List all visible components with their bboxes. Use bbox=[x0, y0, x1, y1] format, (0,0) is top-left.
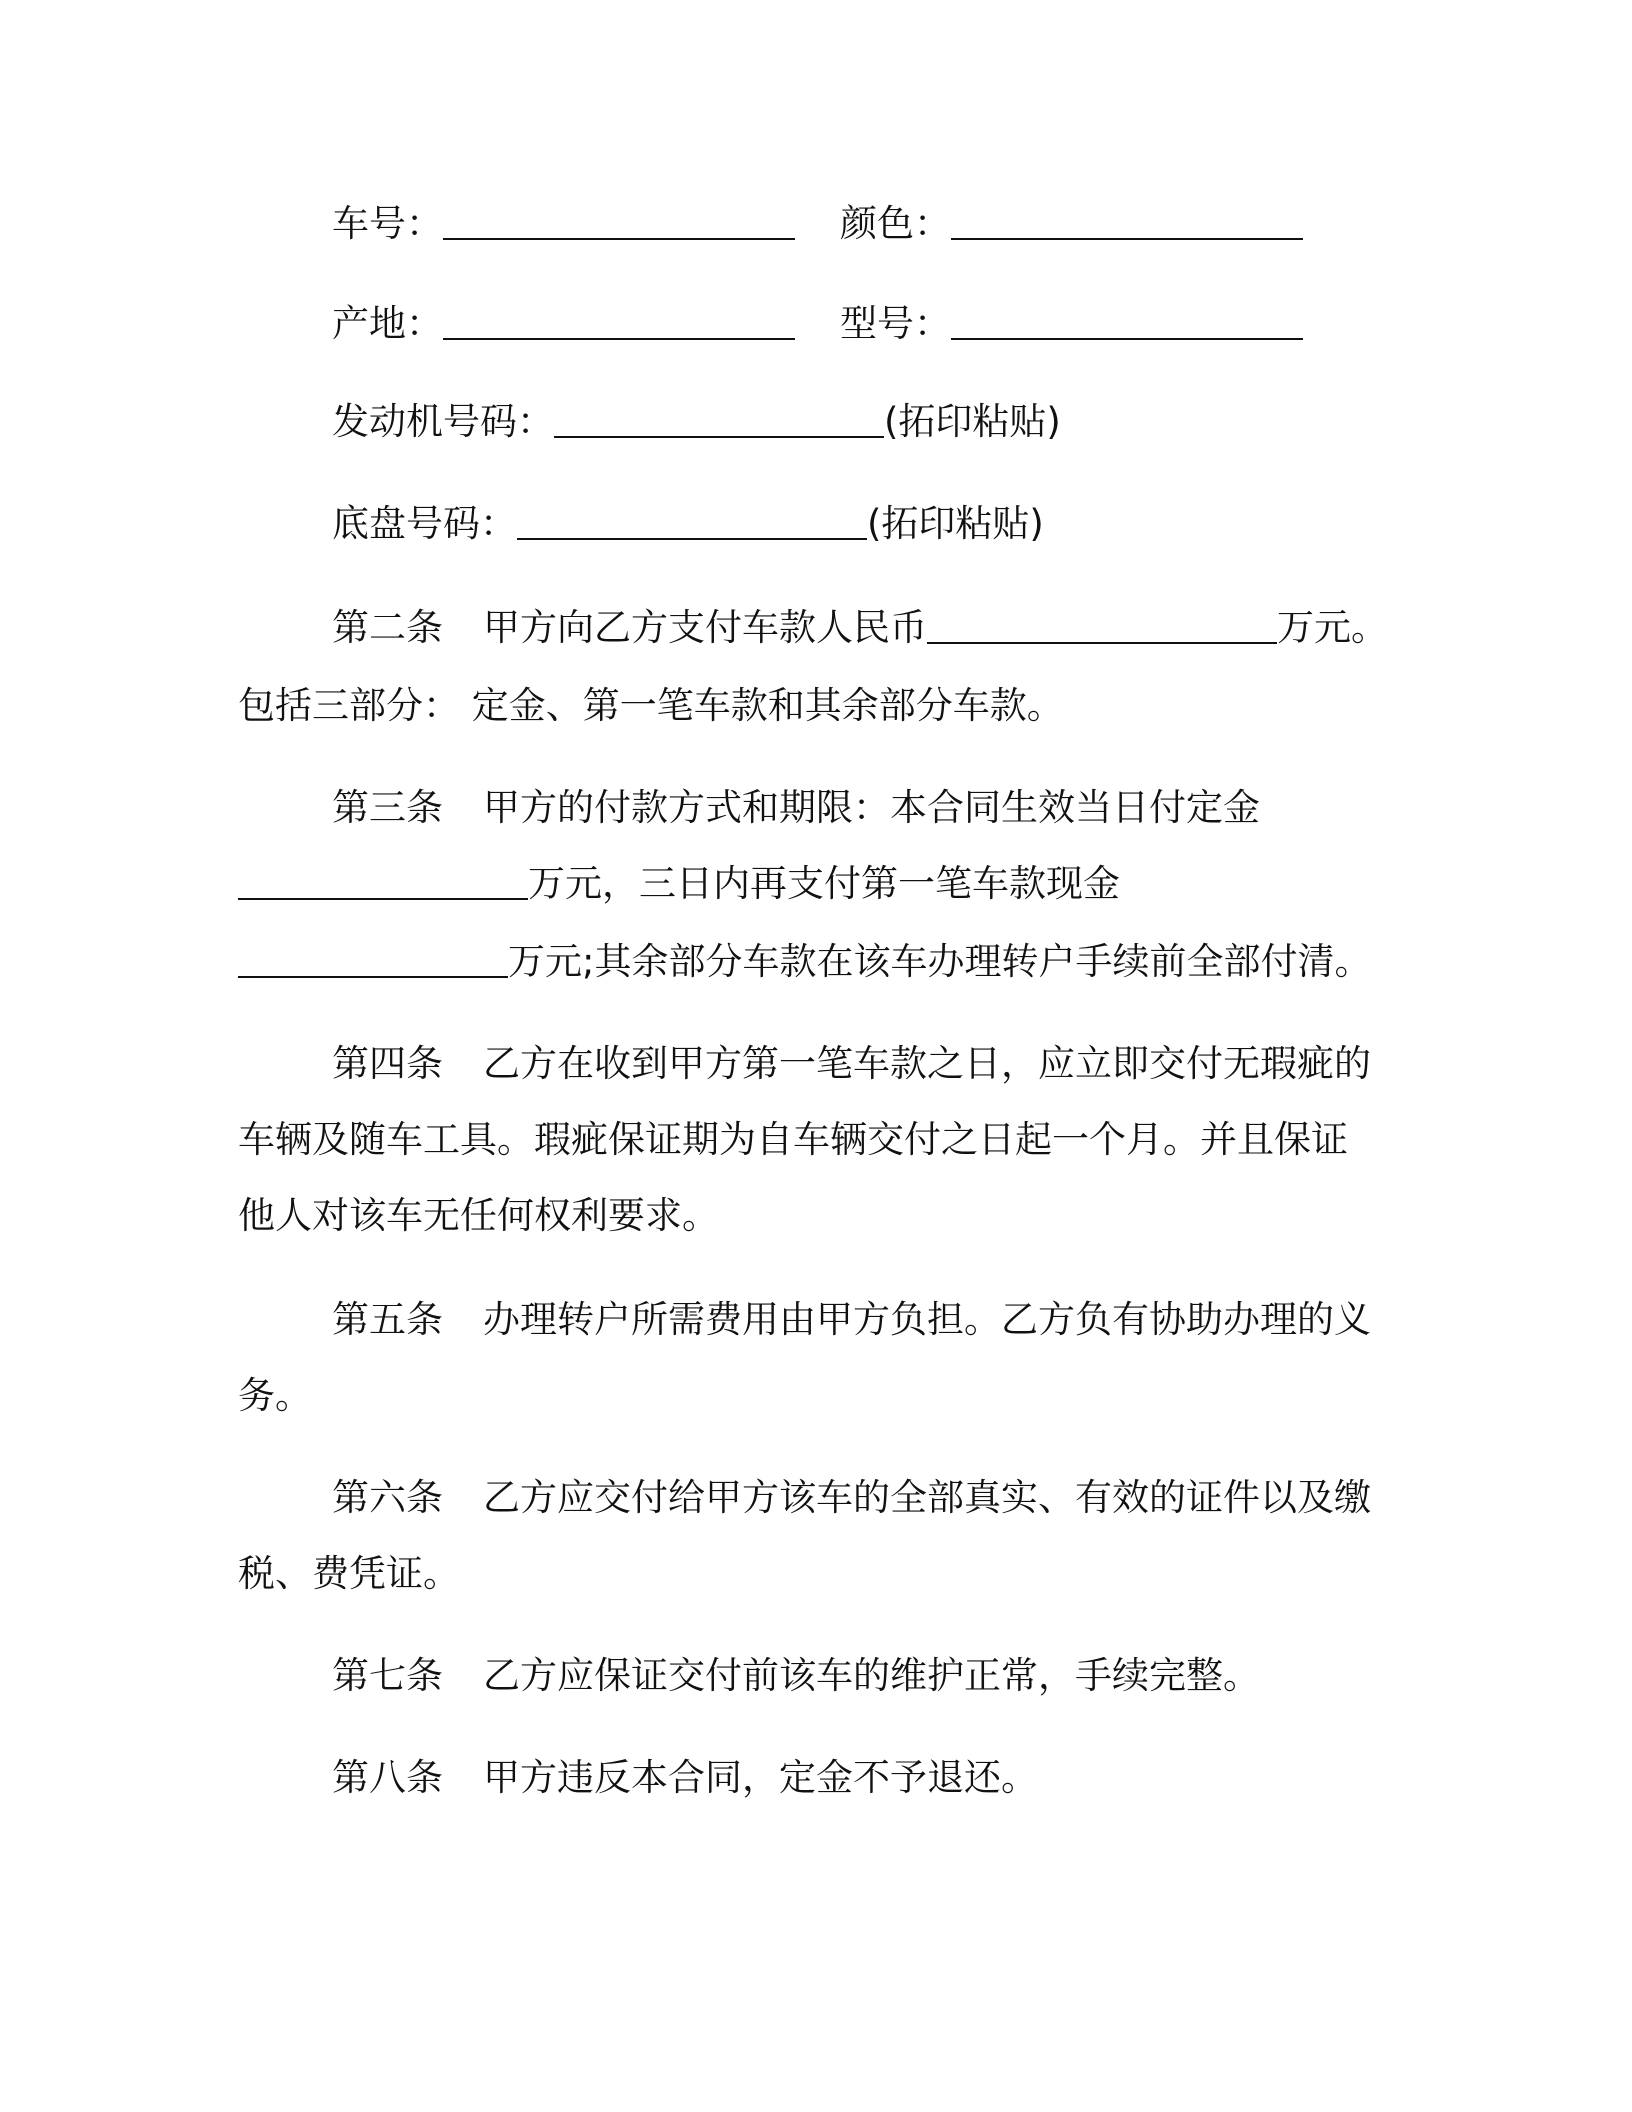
color-label: 颜色： bbox=[840, 202, 951, 245]
article-8-line-1-text: 甲方违反本合同，定金不予退还。 bbox=[483, 1756, 1038, 1799]
color-blank[interactable] bbox=[951, 206, 1303, 240]
plate-label: 车号： bbox=[332, 202, 443, 245]
article-2-line-1 bbox=[332, 604, 1388, 652]
plate-row bbox=[332, 200, 795, 248]
article-5-line-2-text: 务。 bbox=[238, 1374, 312, 1417]
first-payment-blank[interactable] bbox=[238, 944, 508, 978]
article-5-line-1 bbox=[332, 1296, 1371, 1344]
article-2-text: 甲方向乙方支付车款人民币 bbox=[483, 606, 927, 649]
chassis-note: (拓印粘贴) bbox=[867, 502, 1044, 545]
article-4-line-2-text: 车辆及随车工具。瑕疵保证期为自车辆交付之日起一个月。并且保证 bbox=[238, 1118, 1348, 1161]
article-6-line-1 bbox=[332, 1474, 1371, 1522]
article-3-line-1-text: 甲方的付款方式和期限：本合同生效当日付定金 bbox=[483, 786, 1260, 829]
article-3-line-1 bbox=[332, 784, 1260, 832]
article-7-line-1 bbox=[332, 1652, 1260, 1700]
article-5-line-1-text: 办理转户所需费用由甲方负担。乙方负有协助办理的义 bbox=[483, 1298, 1371, 1341]
price-blank[interactable] bbox=[927, 610, 1277, 644]
engine-note: (拓印粘贴) bbox=[884, 400, 1061, 443]
article-6-line-2 bbox=[238, 1550, 460, 1598]
model-label: 型号： bbox=[840, 302, 951, 345]
plate-blank[interactable] bbox=[443, 206, 795, 240]
model-row bbox=[840, 300, 1303, 348]
engine-blank[interactable] bbox=[554, 404, 884, 438]
chassis-blank[interactable] bbox=[517, 506, 867, 540]
engine-row bbox=[332, 398, 1061, 446]
article-2-heading: 第二条 bbox=[332, 606, 443, 649]
article-4-line-2 bbox=[238, 1116, 1348, 1164]
article-4-line-3-text: 他人对该车无任何权利要求。 bbox=[238, 1194, 719, 1237]
model-blank[interactable] bbox=[951, 306, 1303, 340]
article-7-line-1-text: 乙方应保证交付前该车的维护正常，手续完整。 bbox=[483, 1654, 1260, 1697]
article-3-line-3-text: 万元;其余部分车款在该车办理转户手续前全部付清。 bbox=[508, 940, 1372, 983]
color-row bbox=[840, 200, 1303, 248]
article-5-line-2 bbox=[238, 1372, 312, 1420]
article-3-line-2-text: 万元，三日内再支付第一笔车款现金 bbox=[528, 862, 1120, 905]
article-6-line-2-text: 税、费凭证。 bbox=[238, 1552, 460, 1595]
origin-row bbox=[332, 300, 795, 348]
article-5-heading: 第五条 bbox=[332, 1298, 443, 1341]
origin-blank[interactable] bbox=[443, 306, 795, 340]
article-8-line-1 bbox=[332, 1754, 1038, 1802]
article-4-line-3 bbox=[238, 1192, 719, 1240]
article-8-heading: 第八条 bbox=[332, 1756, 443, 1799]
chassis-row bbox=[332, 500, 1044, 548]
article-6-heading: 第六条 bbox=[332, 1476, 443, 1519]
article-2-line-2 bbox=[238, 682, 1064, 730]
deposit-blank[interactable] bbox=[238, 866, 528, 900]
article-7-heading: 第七条 bbox=[332, 1654, 443, 1697]
article-6-line-1-text: 乙方应交付给甲方该车的全部真实、有效的证件以及缴 bbox=[483, 1476, 1371, 1519]
article-3-line-2 bbox=[238, 860, 1120, 908]
article-2-continuation: 包括三部分： 定金、第一笔车款和其余部分车款。 bbox=[238, 684, 1064, 727]
engine-label: 发动机号码： bbox=[332, 400, 554, 443]
article-3-line-3 bbox=[238, 938, 1371, 986]
article-4-heading: 第四条 bbox=[332, 1042, 443, 1085]
article-4-line-1 bbox=[332, 1040, 1371, 1088]
article-2-unit: 万元。 bbox=[1277, 606, 1388, 649]
article-4-line-1-text: 乙方在收到甲方第一笔车款之日，应立即交付无瑕疵的 bbox=[483, 1042, 1371, 1085]
chassis-label: 底盘号码： bbox=[332, 502, 517, 545]
article-3-heading: 第三条 bbox=[332, 786, 443, 829]
origin-label: 产地： bbox=[332, 302, 443, 345]
